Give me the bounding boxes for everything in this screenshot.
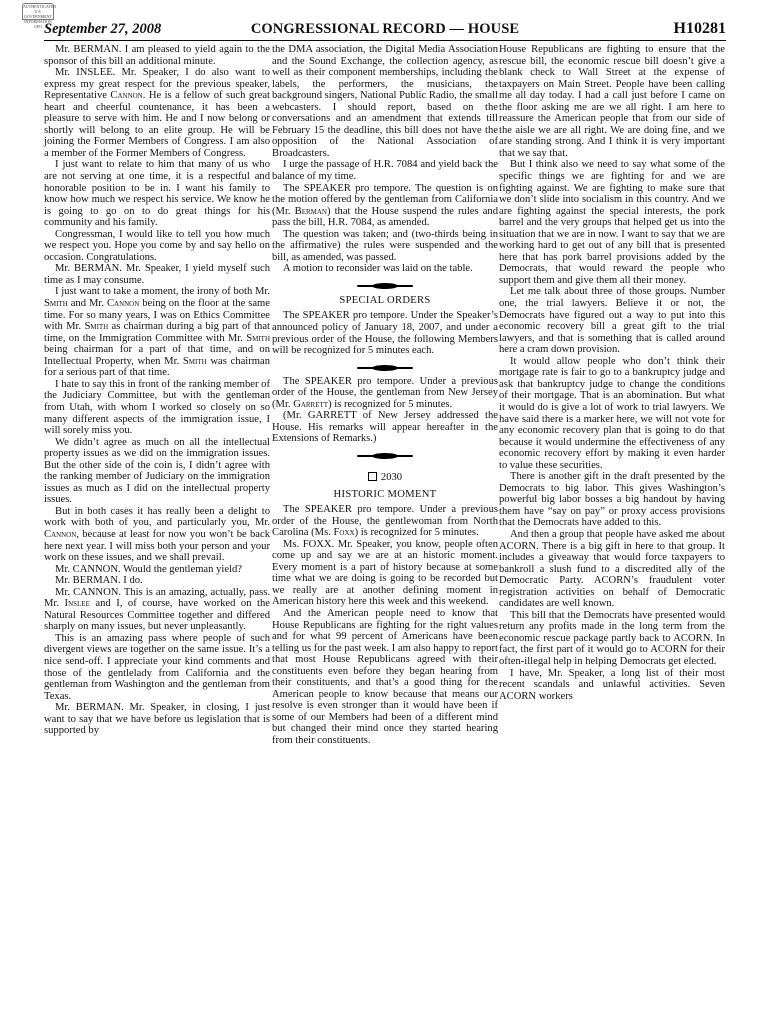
paragraph: I have, Mr. Speaker, a long list of their most recent scandals and unlawful activities. Seven ACORN workers — [499, 667, 725, 702]
paragraph: Mr. BERMAN. I do. — [55, 575, 143, 587]
paragraph: The question was taken; and (two-thirds being in the affirmative) the rules were suspended and the bill, as amended, was passed. — [272, 228, 498, 263]
page-header — [44, 20, 726, 41]
section-divider — [272, 451, 498, 460]
paragraph: A motion to reconsider was laid on the table. — [283, 263, 473, 275]
paragraph: Congressman, I would like to tell you how much we respect you. Hope you come by and say hello on occasion. Congratulations. — [44, 228, 270, 263]
paragraph: This bill that the Democrats have presented would return any profits made in the long term from the economic rescue package partly back to ACORN. In fact, the first part of it would go to ACORN for their often-illegal help in helping Democrats get elected. — [499, 609, 725, 667]
paragraph: I just want to relate to him that many of us who are not serving at one time, it is a respectful and honorable position to be in. I want his family to know how much we respect his service. We know he is going to go on to do great things for his community and his family. — [44, 159, 270, 229]
paragraph: Mr. INSLEE. Mr. Speaker, I do also want to express my great respect for the previous speaker, Representative Cannon. He is a fellow of such great heart and cheerful countenance, it has been a pleasure to serve with him. He and I now belong or shortly will belong to an elite group. He will be joining the Former Members of Congress. I am also a member of the Former Members of Congress. — [44, 67, 270, 159]
paragraph: Mr. BERMAN. Mr. Speaker, in closing, I just want to say that we have before us legislation that is supported by — [44, 702, 270, 737]
paragraph: It would allow people who don’t think their mortgage rate is fair to go to a bankruptcy judge and ask that bankruptcy judge to change the conditions of their mortgage. That is an abomination. But what it would do is give a lot of work to trial lawyers. We have said there is a marker here, we will not vote for any economic recovery plan that is going to do that because it would undermine the effectiveness of any economic recovery effort by making it even harder to value these securities. — [499, 355, 725, 471]
gpo-authentication-seal: AUTHENTICATED U.S. GOVERNMENT INFORMATION GPO — [23, 4, 57, 29]
paragraph: (Mr. GARRETT of New Jersey addressed the House. His remarks will appear hereafter in the Extensions of Remarks.) — [272, 410, 498, 445]
paragraph: We didn’t agree as much on all the intellectual property issues as we did on the immigration issues. But the other side of the coin is, I didn’t agree with the ranking member of Judiciary on the immigration issues as much as I did on the intellectual property issues. — [44, 436, 270, 506]
paragraph: I just want to take a moment, the irony of both Mr. Smith and Mr. Cannon being on the floor at the same time. For so many years, I was on Ethics Committee with Mr. Smith as chairman during a big part of that time, on the Immigration Committee with Mr. Smith being chairman for a part of that time, and on Intellectual Property, when Mr. Smith was chairman for a serious part of that time. — [44, 286, 271, 379]
paragraph: House Republicans are fighting to ensure that the rescue bill, the economic rescue bill doesn’t give a blank check to Wall Street at the expense of taxpayers on Main Street. People have been calling me all day today. I had a call just before I came on the floor asking me are we all right. I am here to reassure the American people that from our side of the aisle we are all right. We are doing fine, and we are standing strong. And I think it is very important that we say that. — [499, 44, 725, 159]
paragraph: I hate to say this in front of the ranking member of the Judiciary Committee, but with the gentleman from Utah, with whom I worked so closely on so many different aspects of the immigration issue, I will sorely miss you. — [44, 378, 270, 437]
paragraph: Mr. BERMAN. Mr. Speaker, I yield myself such time as I may consume. — [44, 263, 270, 286]
section-divider — [272, 363, 498, 372]
section-heading: HISTORIC MOMENT — [333, 488, 437, 500]
paragraph: There is another gift in the draft presented by the Democrats to big labor. This gives Washington’s powerful big labor bosses a big handout by having them have “say on pay” or proxy access provisions that the Democrats have added to this. — [499, 471, 725, 529]
paragraph: Mr. CANNON. This is an amazing, actually, pass. Mr. Inslee and I, of course, have worked on the Natural Resources Committee together and differed sharply on many issues, but never unpleasantly. — [44, 586, 270, 633]
paragraph: The SPEAKER pro tempore. Under a previous order of the House, the gentleman from New Jersey (Mr. Garrett) is recognized for 5 minutes. — [272, 375, 498, 410]
header-title: CONGRESSIONAL RECORD — HOUSE — [250, 21, 520, 37]
time-marker: 2030 — [272, 472, 498, 484]
paragraph: But in both cases it has really been a delight to work with both of you, and particularly you, Mr. Cannon, because at least for now you won’t be back here next year. I will miss both your person and your work on these issues, and we shall prevail. — [44, 505, 270, 564]
section-divider — [272, 281, 498, 290]
paragraph: The SPEAKER pro tempore. Under a previous order of the House, the gentlewoman from North Carolina (Ms. Foxx) is recognized for 5 minutes. — [272, 504, 498, 539]
text-column-middle — [272, 44, 498, 1016]
paragraph: The SPEAKER pro tempore. Under the Speaker’s announced policy of January 18, 2007, and under a previous order of the House, the following Members will be recognized for 5 minutes each. — [272, 310, 498, 357]
header-date: September 27, 2008 — [44, 21, 162, 37]
paragraph: the DMA association, the Digital Media Association and the Sound Exchange, the collection agency, as well as their component memberships, including the labels, the performers, the musicians, the background singers, National Public Radio, the small webcasters. I should report, based on the conversations and an amendment that extends till February 15 the deadline, this bill does not have the opposition of the National Association of Broadcasters. — [272, 44, 498, 159]
paragraph: This is an amazing pass where people of such divergent views are together on the same issue. It’s a nice send-off. I appreciate your kind comments and those of the gentlelady from California and the gentleman from Washington and the gentleman from Texas. — [44, 632, 270, 702]
paragraph: And then a group that people have asked me about ACORN. There is a big gift in here to that group. It includes a giveaway that would force taxpayers to bankroll a slush fund to a discredited ally of the Democratic Party. ACORN’s fraudulent voter registration activities on behalf of Democratic candidates are well known. — [499, 528, 725, 610]
paragraph: Mr. BERMAN. I am pleased to yield again to the sponsor of this bill an additional minute. — [44, 44, 270, 67]
paragraph: I urge the passage of H.R. 7084 and yield back the balance of my time. — [272, 159, 498, 183]
paragraph: But I think also we need to say what some of the specific things we are fighting for and we are fighting against. We are fighting to make sure that we don’t slide into socialism in this country. And we are fighting against the special interests, the pork barrel and the very groups that helped get us into the situation that we are in now. I want to say that we are working hard to get out of any bill that is presented here that has pork barrel provisions added by the Democrats, that would reward the people who support them and give them all their money. — [499, 159, 725, 286]
paragraph: Ms. FOXX. Mr. Speaker, you know, people often come up and say we are at an historic moment. Every moment is a part of history because at some time what we are doing is going to be recorded but we really are at another defining moment in American history here this week and this weekend. — [272, 538, 498, 608]
text-column-right — [499, 44, 725, 1016]
paragraph: The SPEAKER pro tempore. The question is on the motion offered by the gentleman from California (Mr. Berman) that the House suspend the rules and pass the bill, H.R. 7084, as amended. — [272, 182, 499, 229]
paragraph: And the American people need to know that House Republicans are fighting for the right values and for what 99 percent of Americans have been telling us for the past week. I am also happy to report that most House Republicans agreed with their constituents even before they began hearing from their constituents, and that’s a good thing for the American people to know because that means our resolve is even stronger than it would have been if some of our Members had been of a different mind but changed their mind once they started hearing from their constituents. — [272, 607, 498, 746]
header-page-number: H10281 — [673, 20, 726, 37]
section-heading: SPECIAL ORDERS — [339, 294, 431, 306]
text-column-left — [44, 44, 270, 1016]
box-icon — [368, 472, 377, 481]
paragraph: Let me talk about three of those groups. Number one, the trial lawyers. Believe it or not, the Democrats have figured out a way to put into this economic recovery bill a great gift to the trial lawyers, and that is something that is called around here a cram down provision. — [499, 286, 725, 356]
paragraph: Mr. CANNON. Would the gentleman yield? — [55, 563, 242, 575]
